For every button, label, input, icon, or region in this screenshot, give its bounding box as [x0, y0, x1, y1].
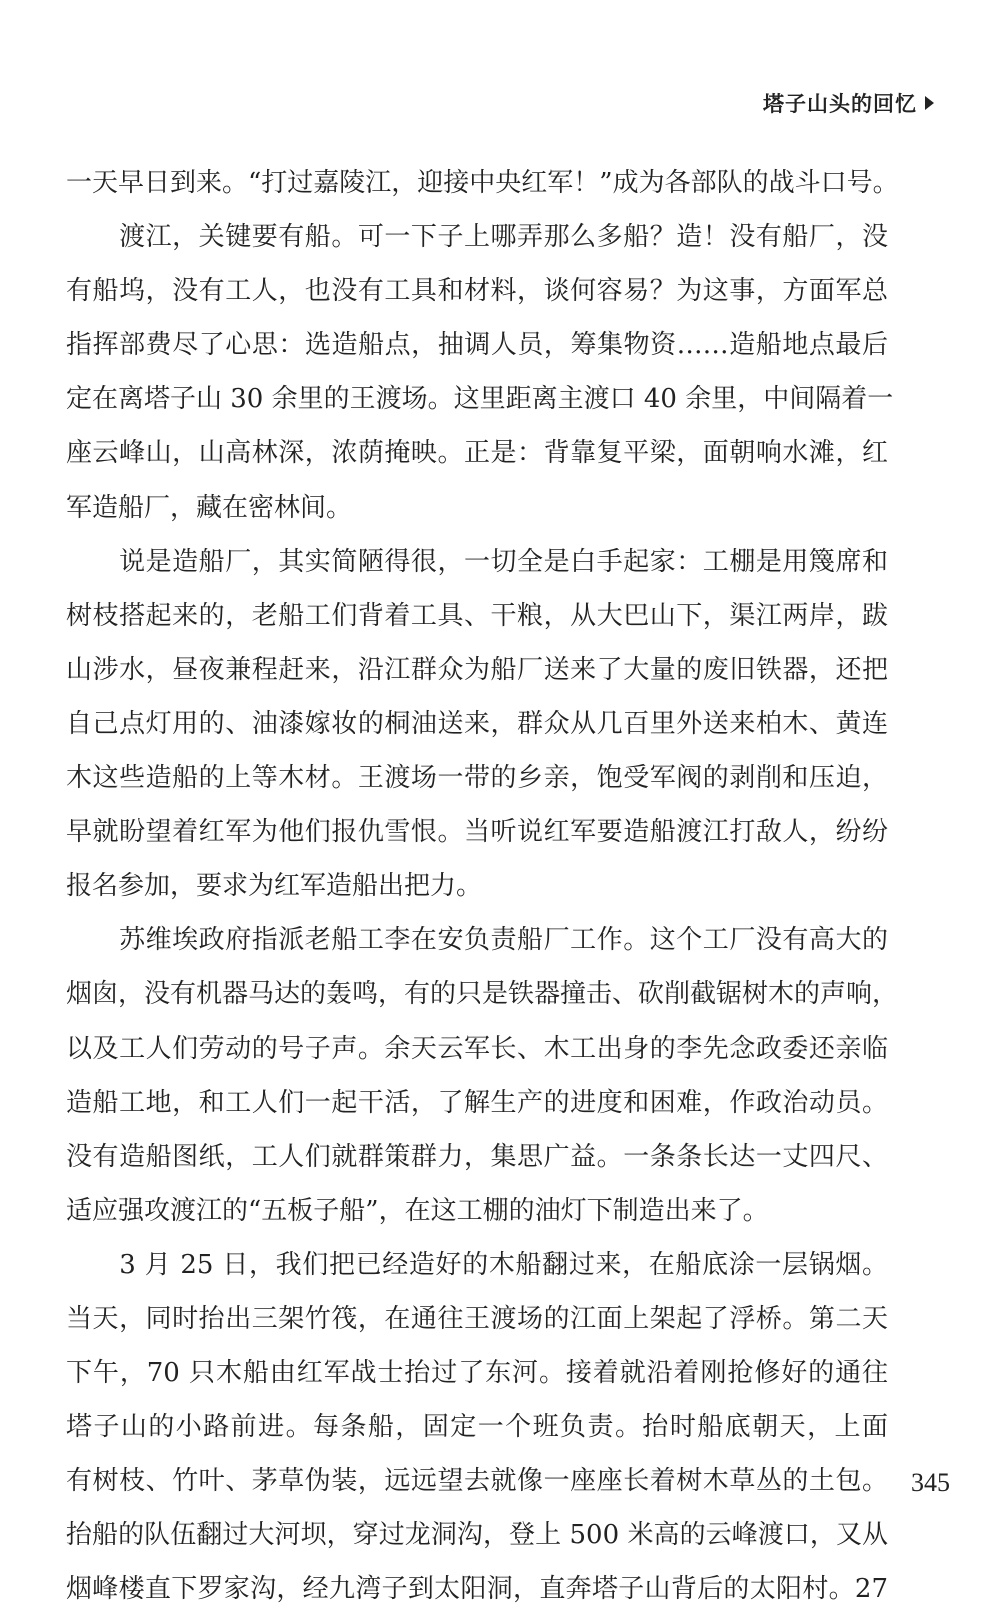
- text-line: 一天早日到来。“打过嘉陵江，迎接中央红军！”成为各部队的战斗口号。: [66, 168, 899, 198]
- running-header: [763, 88, 934, 118]
- page-number: 345: [911, 1468, 950, 1497]
- text-line: 定在离塔子山 30 余里的王渡场。这里距离主渡口 40 余里，中间隔着一: [66, 384, 894, 415]
- text-line: 以及工人们劳动的号子声。余天云军长、木工出身的李先念政委还亲临: [66, 1033, 888, 1064]
- body-text: [66, 156, 899, 1617]
- text-line: 指挥部费尽了心思：选造船点，抽调人员，筹集物资……造船地点最后: [66, 330, 888, 361]
- text-line: 自己点灯用的、油漆嫁妆的桐油送来，群众从几百里外送来柏木、黄连: [66, 708, 888, 739]
- text-line: 造船工地，和工人们一起干活，了解生产的进度和困难，作政治动员。: [66, 1087, 888, 1118]
- text-line: 座云峰山，山高林深，浓荫掩映。正是：背靠复平梁，面朝响水滩，红: [66, 438, 888, 469]
- text-line: 烟峰楼直下罗家沟，经九湾子到太阳洞，直奔塔子山背后的太阳村。27: [66, 1574, 888, 1605]
- text-line: 有树枝、竹叶、茅草伪装，远远望去就像一座座长着树木草丛的土包。: [66, 1466, 888, 1497]
- text-line: 抬船的队伍翻过大河坝，穿过龙洞沟，登上 500 米高的云峰渡口，又从: [66, 1520, 888, 1551]
- text-line: 军造船厂，藏在密林间。: [66, 492, 353, 523]
- text-line: 说是造船厂，其实简陋得很，一切全是白手起家：工棚是用篾席和: [66, 546, 888, 577]
- text-line: 烟囱，没有机器马达的轰鸣，有的只是铁器撞击、砍削截锯树木的声响，: [66, 979, 899, 1010]
- text-line: 当天，同时抬出三架竹筏，在通往王渡场的江面上架起了浮桥。第二天: [66, 1303, 888, 1334]
- text-line: 3 月 25 日，我们把已经造好的木船翻过来，在船底涂一层锅烟。: [66, 1249, 888, 1280]
- text-line: 早就盼望着红军为他们报仇雪恨。当听说红军要造船渡江打敌人，纷纷: [66, 817, 888, 848]
- header-title: 塔子山头的回忆: [763, 92, 917, 116]
- text-line: 山涉水，昼夜兼程赶来，沿江群众为船厂送来了大量的废旧铁器，还把: [66, 654, 888, 685]
- triangle-right-icon: [925, 96, 934, 110]
- text-line: 树枝搭起来的，老船工们背着工具、干粮，从大巴山下，渠江两岸，跋: [66, 600, 888, 631]
- text-line: 塔子山的小路前进。每条船，固定一个班负责。抬时船底朝天，上面: [66, 1412, 888, 1443]
- text-line: 下午，70 只木船由红军战士抬过了东河。接着就沿着刚抢修好的通往: [66, 1358, 888, 1389]
- text-line: 有船坞，没有工人，也没有工具和材料，谈何容易？为这事，方面军总: [66, 276, 888, 307]
- text-line: 木这些造船的上等木材。王渡场一带的乡亲，饱受军阀的剥削和压迫，: [66, 763, 888, 794]
- text-line: 报名参加，要求为红军造船出把力。: [66, 871, 483, 902]
- text-line: 适应强攻渡江的“五板子船”，在这工棚的油灯下制造出来了。: [66, 1195, 769, 1226]
- text-line: 没有造船图纸，工人们就群策群力，集思广益。一条条长达一丈四尺、: [66, 1141, 888, 1172]
- text-line: 渡江，关键要有船。可一下子上哪弄那么多船？造！没有船厂，没: [66, 222, 888, 253]
- text-line: 苏维埃政府指派老船工李在安负责船厂工作。这个工厂没有高大的: [66, 925, 888, 956]
